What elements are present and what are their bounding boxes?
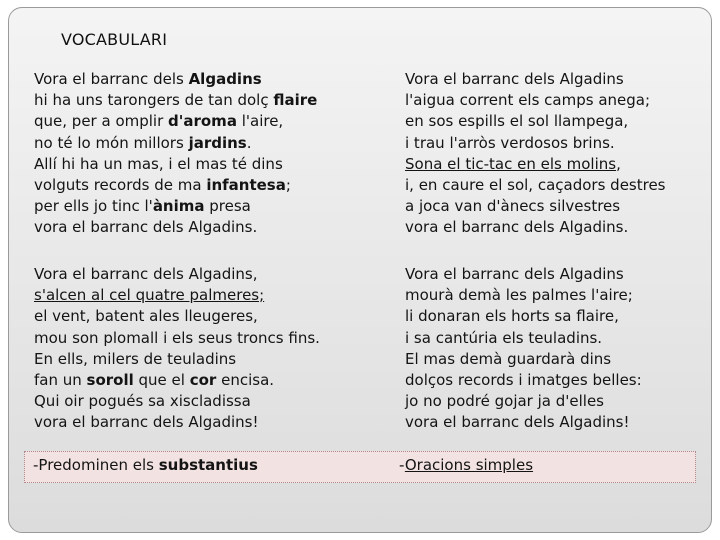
note-underlined-text: Oracions simples xyxy=(404,456,534,474)
verse-text: Vora el barranc dels Algadins xyxy=(405,70,624,88)
verse-text: Vora el barranc dels Algadins xyxy=(405,265,624,283)
verse-text: , xyxy=(616,154,621,173)
verse-text: que el xyxy=(133,370,190,389)
verse-line xyxy=(34,217,317,238)
verse-text: li donaran els horts sa flaire, xyxy=(405,307,619,326)
verse-line xyxy=(405,90,666,111)
verse-line xyxy=(34,90,317,111)
verse-line xyxy=(405,69,666,90)
verse-line xyxy=(34,111,317,132)
verse-underlined-text: Sona el tic-tac en els molins xyxy=(405,154,617,173)
verse-line xyxy=(34,133,317,154)
verse-line xyxy=(34,370,320,391)
verse-line xyxy=(405,217,666,238)
verse-bold-word: Algadins xyxy=(188,70,262,88)
verse-text: per ells jo tinc l' xyxy=(34,197,153,216)
verse-text: . xyxy=(246,133,252,152)
verse-text: vora el barranc dels Algadins. xyxy=(34,218,258,237)
verse-line xyxy=(34,69,317,90)
verse-text: i, en caure el sol, caçadors destres xyxy=(405,175,666,194)
verse-bold-word: jardins xyxy=(188,133,247,152)
verse-text: presa xyxy=(204,197,251,216)
verse-bold-word: cor xyxy=(189,370,217,389)
verse-text: en sos espills el sol llampega, xyxy=(405,112,629,131)
note-text: -Predominen els xyxy=(33,456,159,474)
note-bold-word: substantius xyxy=(158,456,258,474)
stanza-3 xyxy=(34,264,320,434)
verse-text: vora el barranc dels Algadins! xyxy=(34,413,259,432)
verse-text: encisa. xyxy=(216,370,275,389)
verse-text: El mas demà guardarà dins xyxy=(405,349,612,368)
verse-line xyxy=(405,391,642,412)
verse-bold-word: soroll xyxy=(86,370,134,389)
verse-text: a joca van d'ànecs silvestres xyxy=(405,197,621,216)
verse-text: l'aigua corrent els camps anega; xyxy=(405,91,651,110)
verse-text: i sa cantúria els teuladins. xyxy=(405,328,603,347)
verse-text: vora el barranc dels Algadins. xyxy=(405,218,629,237)
verse-line xyxy=(34,328,320,349)
verse-line xyxy=(34,196,317,217)
verse-text: jo no podré gojar ja d'elles xyxy=(405,392,604,411)
verse-text: el vent, batent ales lleugeres, xyxy=(34,307,258,326)
verse-line xyxy=(405,328,642,349)
verse-line xyxy=(34,412,320,433)
verse-line xyxy=(405,306,642,327)
verse-text: que, per a omplir xyxy=(34,112,169,131)
verse-line xyxy=(34,306,320,327)
verse-text: mourà demà les palmes l'aire; xyxy=(405,286,633,305)
verse-text: fan un xyxy=(34,370,87,389)
verse-text: no té lo món millors xyxy=(34,133,189,152)
stanza-2 xyxy=(405,69,666,239)
note-substantius xyxy=(33,456,258,474)
verse-text: En ells, milers de teuladins xyxy=(34,349,237,368)
verse-line xyxy=(34,264,320,285)
verse-text: hi ha uns tarongers de tan dolç xyxy=(34,91,274,110)
verse-line xyxy=(405,111,666,132)
note-oracions-simples xyxy=(399,456,533,474)
verse-text: l'aire, xyxy=(236,112,284,131)
verse-line xyxy=(405,175,666,196)
verse-bold-word: ànima xyxy=(152,197,205,216)
verse-line xyxy=(405,349,642,370)
page-title: VOCABULARI xyxy=(61,30,168,49)
verse-underlined-text: s'alcen al cel quatre palmeres; xyxy=(34,286,265,305)
verse-bold-word: flaire xyxy=(273,91,318,110)
stanza-4 xyxy=(405,264,642,434)
verse-bold-word: d'aroma xyxy=(168,112,237,131)
verse-bold-word: infantesa xyxy=(206,175,286,194)
verse-line xyxy=(34,175,317,196)
verse-text: Vora el barranc dels Algadins, xyxy=(34,265,258,283)
verse-text: mou son plomall i els seus troncs fins. xyxy=(34,328,320,347)
verse-text: Allí hi ha un mas, i el mas té dins xyxy=(34,154,283,173)
verse-line xyxy=(405,154,666,175)
verse-line xyxy=(34,391,320,412)
verse-text: volguts records de ma xyxy=(34,175,207,194)
verse-text: dolços records i imatges belles: xyxy=(405,370,642,389)
verse-line xyxy=(405,264,642,285)
verse-line xyxy=(34,349,320,370)
verse-line xyxy=(405,285,642,306)
verse-line xyxy=(405,196,666,217)
verse-text: Vora el barranc dels xyxy=(34,70,189,88)
verse-text: ; xyxy=(285,175,291,194)
stanza-1 xyxy=(34,69,317,239)
verse-line xyxy=(405,370,642,391)
verse-text: vora el barranc dels Algadins! xyxy=(405,413,630,432)
verse-text: Qui oir pogués sa xiscladissa xyxy=(34,392,251,411)
verse-line xyxy=(405,412,642,433)
notes-box xyxy=(24,451,696,483)
verse-text: i trau l'arròs verdosos brins. xyxy=(405,133,615,152)
note-text: - xyxy=(399,456,405,474)
verse-line xyxy=(34,285,320,306)
verse-line xyxy=(405,133,666,154)
verse-line xyxy=(34,154,317,175)
